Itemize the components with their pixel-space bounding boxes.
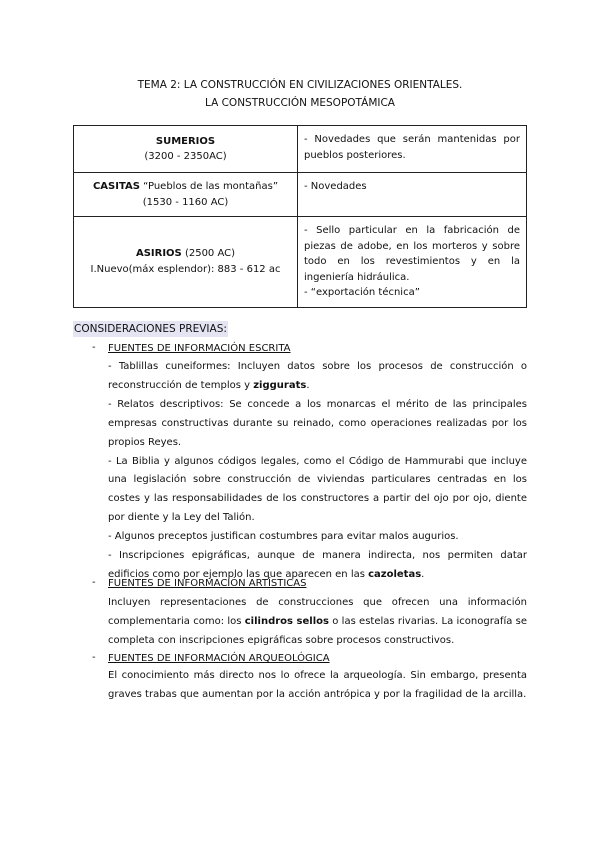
- section-body: [108, 358, 527, 585]
- table-row: [74, 126, 527, 173]
- table-cell-civilization: [74, 173, 298, 217]
- section-body: [108, 594, 527, 651]
- civilization-name: CASITAS: [92, 181, 140, 192]
- paragraph: El conocimiento más directo nos lo ofrece la arqueología. Sin embargo, presenta graves trabas que aumentan por la acción antrópica y por la fragilidad de la arcilla.: [108, 670, 527, 700]
- civilization-note: (2500 AC): [181, 248, 236, 260]
- bullet-dash: -: [92, 342, 96, 353]
- paragraph: - Relatos descriptivos: Se concede a los monarcas el mérito de las principales empresas constructivas durante su reinado, como operaciones realizadas por los propios Reyes.: [108, 398, 527, 448]
- document-title-line-2: LA CONSTRUCCIÓN MESOPOTÁMICA: [204, 97, 395, 109]
- description-item: - “exportación técnica”: [304, 287, 420, 298]
- civilization-dates: (3200 - 2350AC): [144, 151, 227, 162]
- bullet-dash: -: [92, 652, 96, 663]
- description-item: - Novedades: [304, 181, 367, 192]
- table-cell-civilization: [74, 126, 298, 173]
- paragraph: - La Biblia y algunos códigos legales, como el Código de Hammurabi que incluye una legislación sobre construcción de viviendas particulares centradas en los costes y las responsabilidades de los constructores a partir del ojo por ojo, diente por diente y la Ley del Talión.: [108, 455, 527, 524]
- document-title-line-1: TEMA 2: LA CONSTRUCCIÓN EN CIVILIZACIONES ORIENTALES.: [137, 79, 463, 91]
- section-title: FUENTES DE INFORMACIÓN ESCRITA: [108, 343, 291, 354]
- considerations-heading: CONSIDERACIONES PREVIAS:: [74, 323, 227, 335]
- table-cell-description: [298, 126, 527, 173]
- civilization-note: “Pueblos de las montañas”: [139, 181, 279, 192]
- table-cell-description: [298, 217, 527, 308]
- section-title: FUENTES DE INFORMACIÓN ARQUEOLÓGICA: [108, 653, 330, 664]
- paragraph: - Algunos preceptos justifican costumbres para evitar malos augurios.: [108, 531, 459, 543]
- bullet-dash: -: [92, 577, 96, 588]
- civilization-dates: (1530 - 1160 AC): [142, 196, 229, 208]
- description-item: - Sello particular en la fabricación de piezas de adobe, en los morteros y sobre todo en los revestimientos y en la ingeniería hidráulica.: [304, 225, 520, 283]
- civilizations-table: [73, 125, 527, 308]
- table-row: [74, 173, 527, 217]
- civilization-name: SUMERIOS: [155, 135, 216, 147]
- paragraph: - Inscripciones epigráficas, aunque de manera indirecta, nos permiten datar edificios como por ejemplo las que aparecen en las cazoletas.: [108, 550, 527, 580]
- civilization-dates: I.Nuevo(máx esplendor): 883 - 612 ac: [90, 263, 281, 275]
- paragraph: Incluyen representaciones de construcciones que ofrecen una información complementaria como: los cilindros sellos o las estelas rivarias. La iconografía se completa con inscripciones epigráficas sobre procesos constructivos.: [108, 597, 528, 646]
- paragraph: - Tablillas cuneiformes: Incluyen datos sobre los procesos de construcción o reconstrucción de templos y ziggurats.: [108, 361, 527, 391]
- section-title: FUENTES DE INFORMACIÓN ARTÍSTICAS: [108, 578, 307, 589]
- section-body: [108, 667, 527, 705]
- civilization-name: ASIRIOS: [135, 248, 182, 260]
- table-row: [74, 217, 527, 308]
- table-cell-description: [298, 173, 527, 217]
- table-cell-civilization: [74, 217, 298, 308]
- description-item: - Novedades que serán mantenidas por pueblos posteriores.: [304, 134, 520, 161]
